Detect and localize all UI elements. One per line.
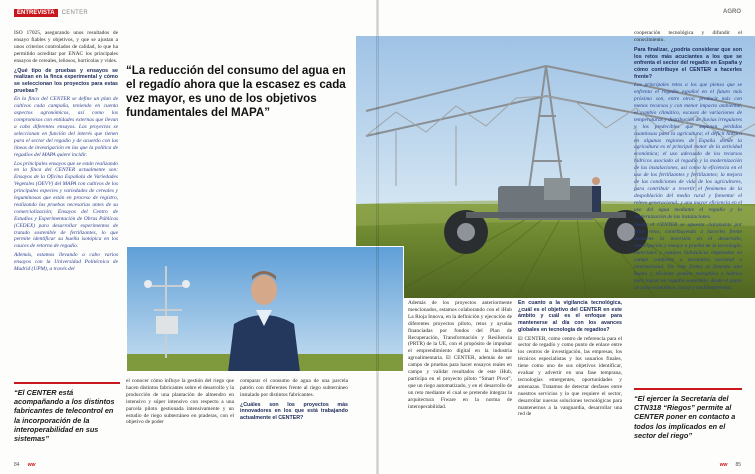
paragraph: Los principales retos a los que pienso que se enfrenta el regadío español en el futuro más próximo son, entre otros: producir más con menos recursos y con menor impacto ambiental, el cambio climático, escasez de variaciones de temperaturas y distribución de lluvias irregulares y los predecibles que suponen pérdidas cuantiosas para la agricultura; el déficit hídrico en algunas regiones de España donde la agricultura es el principal motor de la actividad económica; el uso adecuado de los recursos hídricos asociado al regadío y la modernización de las instalaciones, así como la eficiencia en el uso de los fertilizantes y fertilizantes; la mejora de las condiciones de vida de los agricultores, para contribuir a revertir el fenómeno de la despoblación del medio rural y fomentar el relevo generacional; y una mayor eficiencia en el uso del agua mediante el regadío y la modernización de las instalaciones. <box>634 82 742 220</box>
page-gutter <box>376 0 379 474</box>
question: ¿Qué tipo de pruebas y ensayos se realizan en la finca experimental y cómo se seleccionan los proyectos para estas pruebas? <box>14 67 118 94</box>
column-bottom-a <box>126 378 234 428</box>
paragraph: ISO 17025, asegurando unos resultados de ensayo fiables y objetivos, y que se ajustan a unos criterios controlados de calidad, lo que ha permitido acreditar por ENAC los principales ensayos de cereales, leñosos, hortícolas y vides. <box>14 30 118 64</box>
magazine-logo: ww <box>27 462 36 468</box>
question: En cuanto a la vigilancia tecnológica, ¿cuál es el objetivo del CENTER en este ámbito y cuál es el enfoque para mantenerse al día con los avances globales en tecnología de regadíos? <box>518 300 622 333</box>
right-column-2 <box>518 300 622 420</box>
right-column-1 <box>408 300 512 413</box>
interviewee-photo <box>126 246 404 372</box>
section-tag <box>14 9 88 17</box>
paragraph: Los principales ensayos que se están realizando en la finca del CENTER actualmente son: Ensayos de la Oficina Española de Variedades Vegetales (OEVV) del MAPA con cultivos de los principales especies y variedades de cereales y leguminosas que están en proceso de registro, realizando las pruebas necesarias antes de su comercialización; Ensayos del Centro de Estudios y Experimentación de Obras Públicas (CEDEX) para desarrollar experimentos de tratado sostenible de fertilizantes, lo que permite identificar su huella isotópica en los cauces de retorno de regadío. <box>14 160 118 250</box>
section-tag-red: ENTREVISTA <box>14 9 58 17</box>
pull-quote-text: “El CENTER está acompañando a los distintos fabricantes de telecontrol en la incorporación de la interoperabilidad en sus sistemas” <box>14 388 115 444</box>
magazine-logo: ww <box>719 462 728 468</box>
pull-quote-right <box>634 388 742 440</box>
section-tag-right: AGRO <box>723 9 741 15</box>
footer-right <box>720 462 741 468</box>
column-1 <box>14 30 118 275</box>
right-column-3 <box>634 30 742 294</box>
column-bottom-b <box>240 378 348 424</box>
paragraph: cooperación tecnológica y difundir el conocimiento. <box>634 30 742 43</box>
section-tag-grey: CENTER <box>61 10 89 16</box>
interviewee-illustration <box>126 246 404 372</box>
paragraph: Además, estamos llevando a cabo varios ensayos con la Universidad Politécnica de Madrid (UPM), a través del <box>14 252 118 273</box>
paragraph: comparar el consumo de agua de una parcela patrón con diferentes frente al riego subterráneo instalado por distintos fabricantes. <box>240 378 348 398</box>
paragraph: el conocer cómo influye la gestión del riego que hacen distintos fabricantes sobre el desarrollo y la producción de una plantación de almendro en intensivo y súper intensivo con respecto a una parcela piloto gestionada intensivamente y un estudio de riego subterráneo en praderas, con el objetivo de poder <box>126 378 234 426</box>
headline: “La reducción del consumo del agua en el regadío ahora que la escasez es cada vez mayor, es uno de los objetivos fundamentales del MAPA” <box>126 64 346 119</box>
paragraph: Desde el CENTER se apuesta claramente por estos retos, contribuyendo a hacerles frente mediante la inversión en el desarrollo, investigación y ensayo a prueba de la tecnología, materiales y equipos hidráulicos empleados en campo conforme a normativa nacional e internacional. De esta forma se fomenta una buena y eficiente gestión energética e hídrica para lograr un regadío sostenible, desde el punto de vista económico, social y medioambiental. <box>634 222 742 291</box>
page-number: 84 <box>14 462 20 468</box>
page-number: 85 <box>735 462 741 468</box>
paragraph: Además de los proyectos anteriormente mencionados, estamos colaborando con el iHub La Rioja Innova, en la definición y ejecución de diferentes proyectos piloto, retos y ayudas financiadas por fondos del Plan de Recuperación, Transformación y Resiliencia (PRTR) de la UE, con el propósito de impulsar el emprendimiento digital en la industria agroalimentaria. El CENTER, además de ser campo de pruebas para hacer ensayos reales en campo y validar resultados de este iHub, participa en el proyecto piloto “Smart Pivot”, que un riego automatizado, y en el desarrollo de un reto mediante el cual se pretende integrar la arquitectura Fiware en la norma de interoperabilidad. <box>408 300 512 410</box>
paragraph: El CENTER, como centro de referencia para el sector de regadío y como punto de enlace entre los centros de investigación, las empresas, los técnicos especialistas y los usuarios finales, tiene como uno de sus objetivos identificar, evaluar y advertir en una fase temprana, tecnologías emergentes, oportunidades y amenazas. Tratamos de detectar desfases entre nuestros servicios y lo que requiere el sector, desarrollar nuevas soluciones tecnológicas para mantenernos a la vanguardia, desarrollar una red de <box>518 335 622 418</box>
pull-quote-left <box>14 382 120 443</box>
pull-quote-text: “El ejercer la Secretaría del CTN318 “Riegos” permite al CENTER poner en contacto a todos los implicados en el sector del riego” <box>634 394 736 440</box>
footer-left <box>14 462 35 468</box>
quote-bar <box>634 388 742 390</box>
quote-bar <box>14 382 120 384</box>
paragraph: En la finca del CENTER se define un plan de cultivos cada campaña, teniendo en cuenta aspectos agronómicos, así como los compromisos con entidades externas que llevan a cabo diferentes ensayos. Los proyectos se seleccionan en función del interés que tienen para el sector del regadío y de acuerdo con las líneas de investigación en las que la política de regadíos del MAPA quiere incidir. <box>14 96 118 158</box>
question: ¿Cuáles son los proyectos más innovadores en los que está trabajando actualmente el CENTER? <box>240 401 348 422</box>
question: Para finalizar, ¿podría considerar que son los retos más acuciantes a los que se enfrenta el sector del regadío en España y cómo contribuye el CENTER a hacerles frente? <box>634 46 742 80</box>
